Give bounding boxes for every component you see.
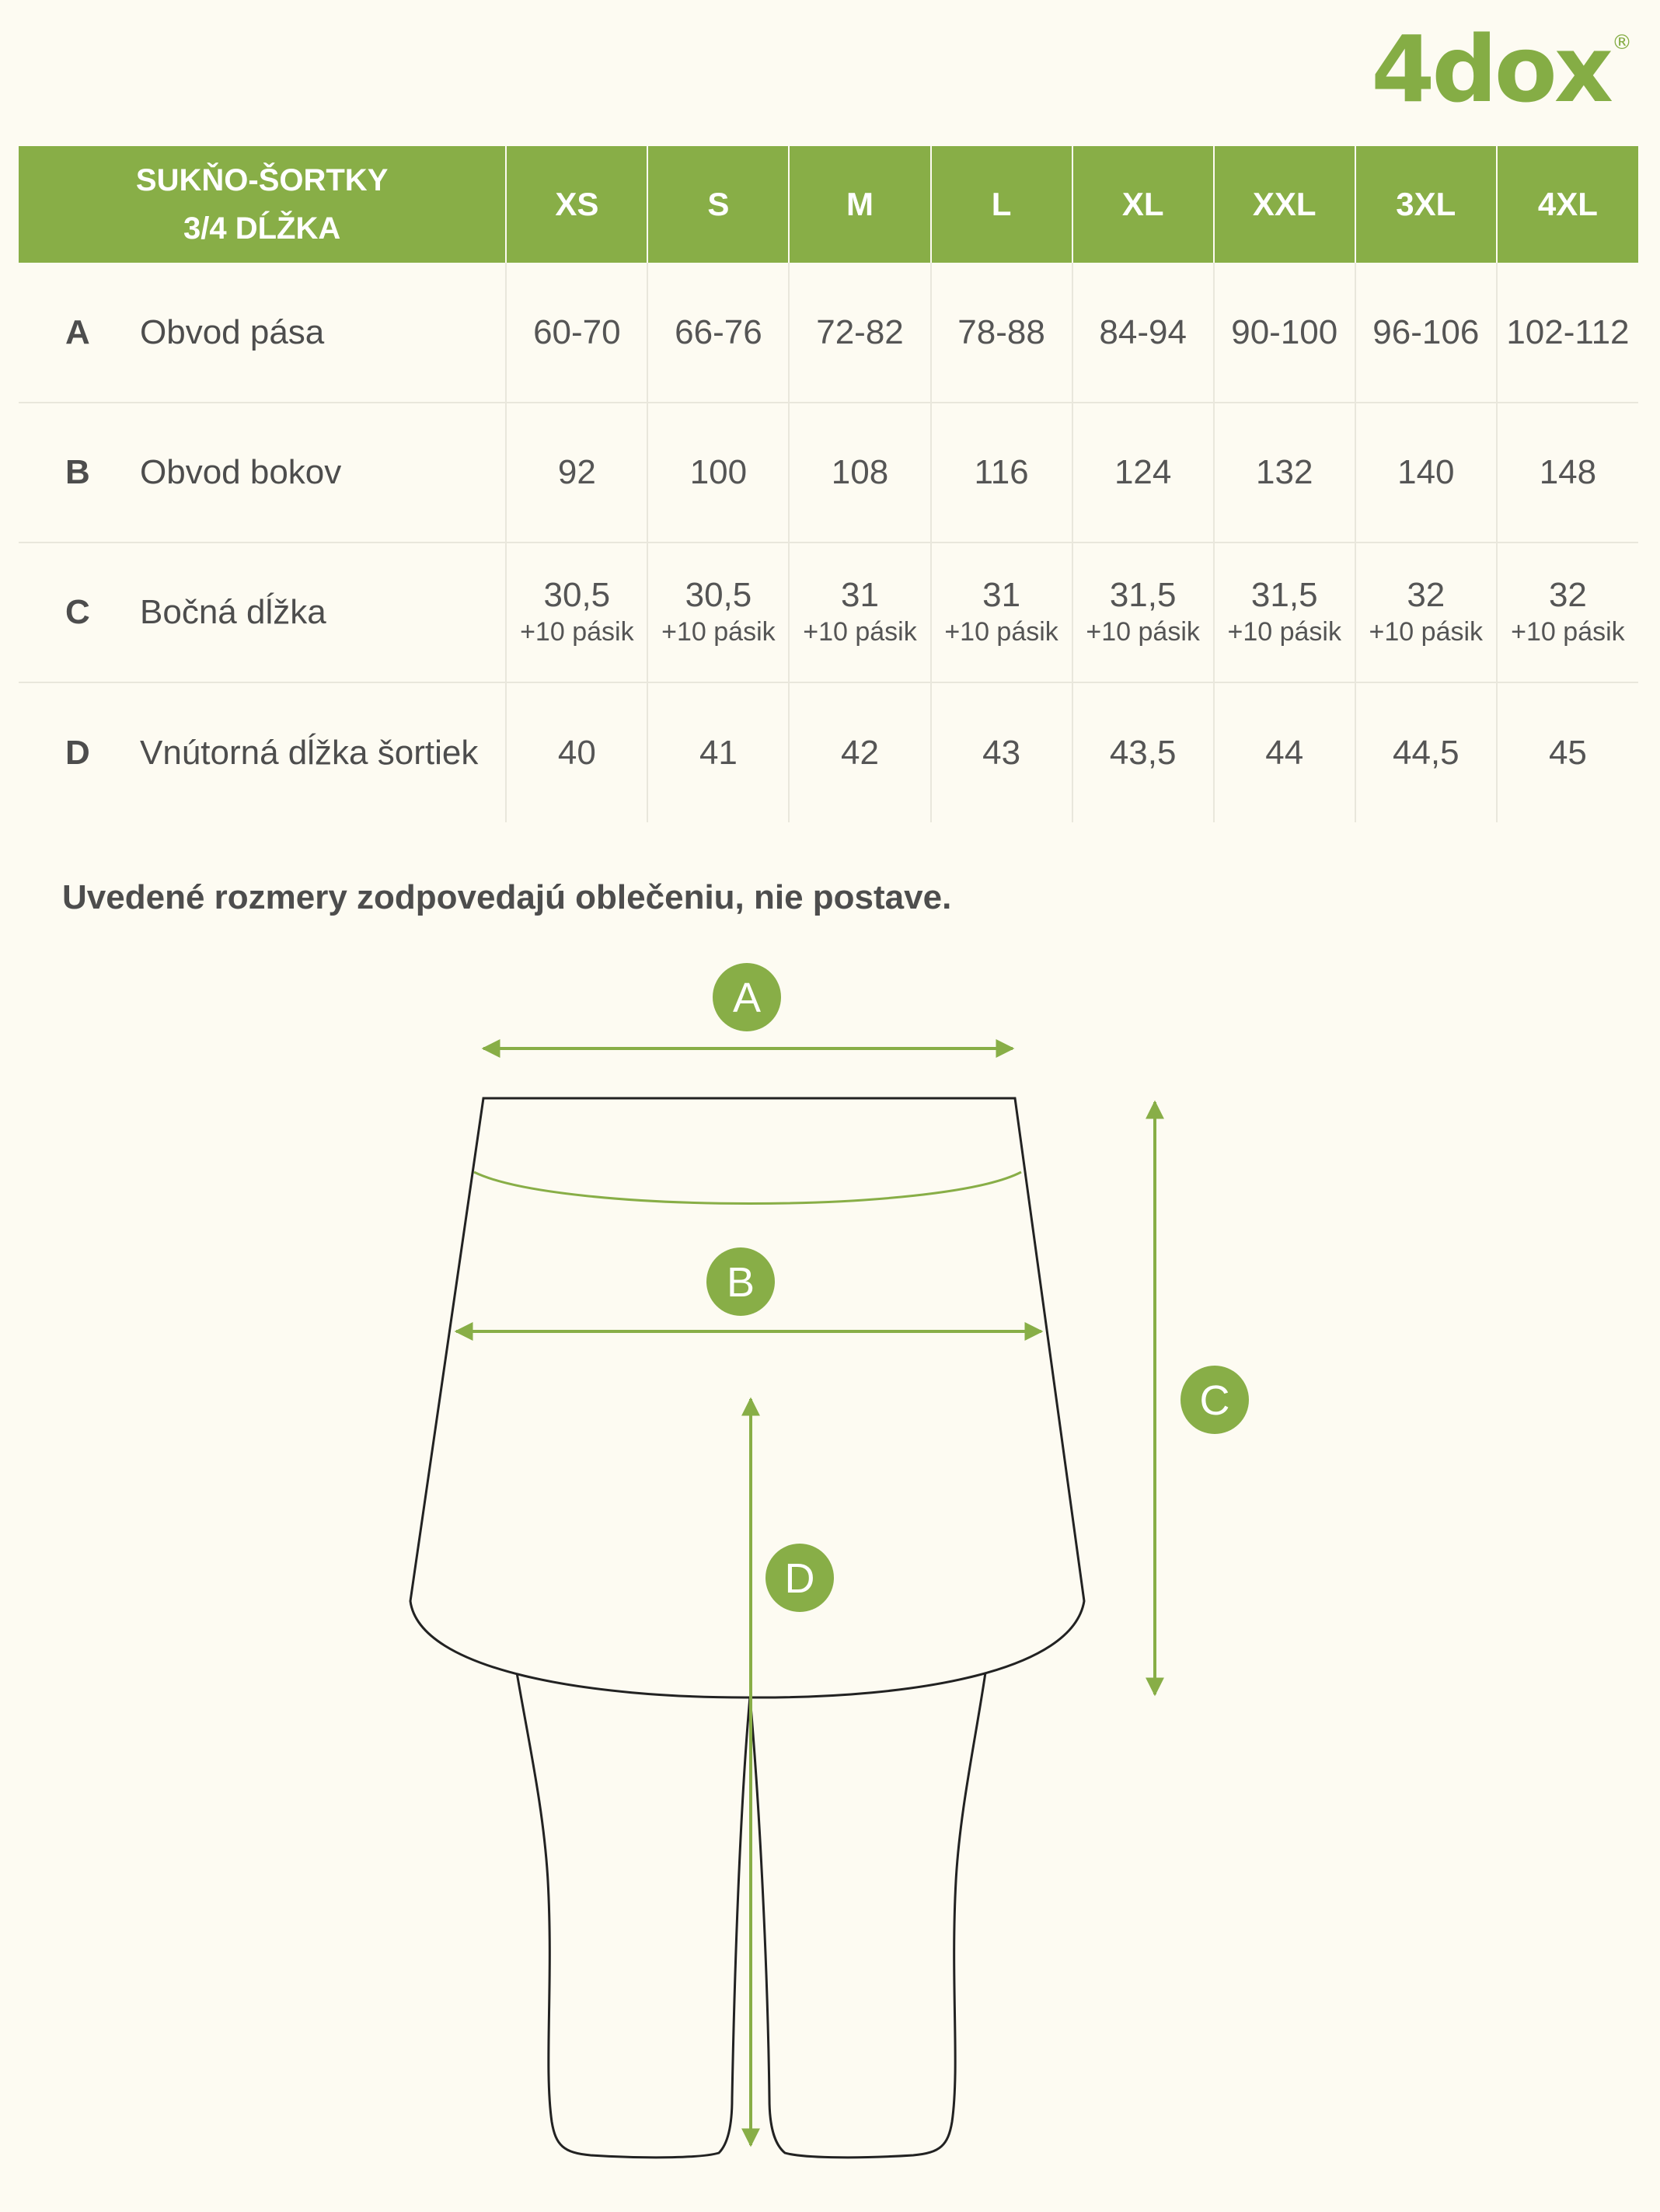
badge-a	[713, 963, 781, 1031]
cell-subvalue: +10 pásik	[1086, 617, 1200, 647]
table-cell: 41	[647, 682, 789, 822]
size-header-l: L	[931, 146, 1072, 263]
table-cell: 140	[1355, 403, 1497, 543]
row-name: Obvod bokov	[140, 453, 342, 491]
cell-subvalue: +10 pásik	[520, 617, 634, 647]
badge-c-label: C	[1199, 1377, 1230, 1424]
cell-value: 32	[1407, 576, 1446, 614]
table-cell: 44,5	[1355, 682, 1497, 822]
table-cell: 60-70	[506, 263, 647, 403]
size-header-xl: XL	[1072, 146, 1214, 263]
cell-value: 32	[1548, 576, 1587, 614]
cell-value: 31,5	[1109, 576, 1177, 614]
row-name: Obvod pása	[140, 312, 325, 351]
size-header-s: S	[647, 146, 789, 263]
size-header-xxl: XXL	[1214, 146, 1355, 263]
table-cell: 43,5	[1072, 682, 1214, 822]
row-letter: D	[65, 733, 90, 772]
table-cell: 45	[1497, 682, 1638, 822]
table-cell: 124	[1072, 403, 1214, 543]
cell-value: 31	[982, 576, 1021, 614]
table-cell: 90-100	[1214, 263, 1355, 403]
cell-value: 30,5	[685, 576, 752, 614]
cell-value: 30,5	[543, 576, 611, 614]
table-cell: 72-82	[789, 263, 930, 403]
table-cell: 78-88	[931, 263, 1072, 403]
badge-b-label: B	[726, 1259, 755, 1306]
cell-subvalue: +10 pásik	[1511, 617, 1625, 647]
badge-a-label: A	[732, 975, 762, 1021]
cell-subvalue: +10 pásik	[944, 617, 1058, 647]
table-cell: 102-112	[1497, 263, 1638, 403]
cell-subvalue: +10 pásik	[803, 617, 917, 647]
cell-subvalue: +10 pásik	[1227, 617, 1341, 647]
table-cell: 92	[506, 403, 647, 543]
skirt-outline	[410, 1098, 1084, 1697]
logo-text: 4dox	[1371, 16, 1610, 123]
registered-mark: ®	[1612, 31, 1629, 54]
row-name: Bočná dĺžka	[140, 593, 326, 631]
row-letter: C	[65, 593, 90, 631]
table-cell: 66-76	[647, 263, 789, 403]
badge-d	[765, 1544, 834, 1612]
table-cell: 100	[647, 403, 789, 543]
table-cell: 148	[1497, 403, 1638, 543]
table-cell: 108	[789, 403, 930, 543]
cell-subvalue: +10 pásik	[661, 617, 776, 647]
table-cell: 96-106	[1355, 263, 1497, 403]
cell-value: 31	[841, 576, 879, 614]
badge-b	[706, 1247, 775, 1316]
cell-value: 31,5	[1250, 576, 1318, 614]
table-title-line2: 3/4 DĹŽKA	[183, 211, 341, 246]
row-name: Vnútorná dĺžka šortiek	[140, 733, 479, 772]
row-letter: B	[65, 453, 90, 491]
row-letter: A	[65, 312, 90, 351]
size-header-3xl: 3XL	[1355, 146, 1497, 263]
size-header-4xl: 4XL	[1497, 146, 1638, 263]
table-cell: 43	[931, 682, 1072, 822]
badge-d-label: D	[784, 1555, 815, 1602]
badge-c	[1180, 1366, 1249, 1434]
size-header-xs: XS	[506, 146, 647, 263]
table-cell: 40	[506, 682, 647, 822]
size-header-m: M	[789, 146, 930, 263]
table-cell: 44	[1214, 682, 1355, 822]
cell-subvalue: +10 pásik	[1369, 617, 1484, 647]
table-cell: 84-94	[1072, 263, 1214, 403]
table-cell: 116	[931, 403, 1072, 543]
table-cell: 132	[1214, 403, 1355, 543]
measurement-note: Uvedené rozmery zodpovedajú oblečeniu, nie postave.	[62, 878, 952, 916]
table-cell: 42	[789, 682, 930, 822]
table-title-line1: SUKŇO-ŠORTKY	[135, 163, 389, 197]
